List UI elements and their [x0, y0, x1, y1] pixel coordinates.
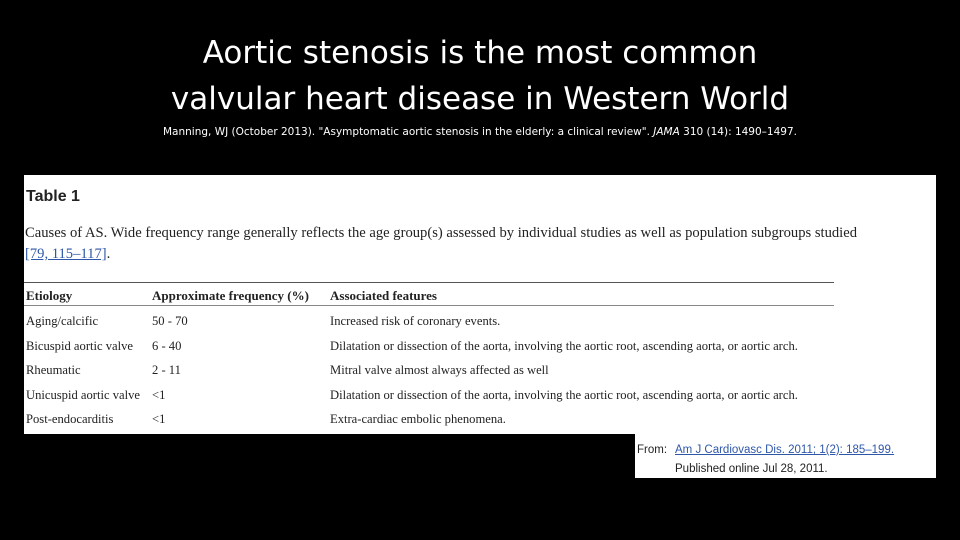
- table-top-rule: [24, 282, 834, 283]
- table-caption-text: Causes of AS. Wide frequency range generally reflects the age group(s) assessed by individual studies as well as population subgroups studied: [25, 225, 858, 241]
- table-caption-references[interactable]: [79, 115–117]: [25, 246, 107, 262]
- column-header-etiology: Etiology: [26, 288, 73, 303]
- table-cell-frequency: 50 - 70: [152, 314, 188, 328]
- citation-text: Manning, WJ (October 2013). "Asymptomatic aortic stenosis in the elderly: a clinical review".: [163, 126, 650, 138]
- citation-journal: JAMA: [653, 126, 680, 138]
- source-box: [635, 434, 936, 478]
- slide-title-line-1: Aortic stenosis is the most common: [202, 35, 758, 71]
- table-cell-etiology: Rheumatic: [26, 363, 81, 377]
- source-journal-link[interactable]: Am J Cardiovasc Dis. 2011; 1(2): 185–199.: [675, 444, 895, 456]
- slide-title-line-2: valvular heart disease in Western World: [170, 81, 790, 117]
- column-header-frequency: Approximate frequency (%): [152, 288, 309, 303]
- table-cell-etiology: Bicuspid aortic valve: [26, 339, 134, 353]
- table-cell-etiology: Aging/calcific: [26, 314, 99, 328]
- slide-title: [0, 30, 960, 122]
- table-cell-etiology: Unicuspid aortic valve: [26, 388, 141, 402]
- table-cell-etiology: Post-endocarditis: [26, 412, 114, 426]
- table-cell-frequency: 2 - 11: [152, 363, 181, 377]
- source-from-label: From:: [637, 444, 668, 456]
- table-caption: [25, 223, 935, 265]
- table-cell-frequency: 6 - 40: [152, 339, 182, 353]
- table-cell-features: Mitral valve almost always affected as well: [330, 363, 549, 377]
- column-header-features: Associated features: [330, 288, 437, 303]
- citation-volume: 310 (14): 1490–1497.: [683, 126, 797, 138]
- table-heading: Table 1: [26, 188, 80, 205]
- table-cell-frequency: <1: [152, 412, 166, 426]
- table-caption-end: .: [106, 246, 111, 262]
- citation: [0, 125, 960, 139]
- table-cell-features: Dilatation or dissection of the aorta, involving the aortic root, ascending aorta, or aortic arch.: [330, 339, 798, 353]
- table-cell-features: Increased risk of coronary events.: [330, 314, 501, 328]
- source-published-date: Published online Jul 28, 2011.: [675, 463, 828, 475]
- table-cell-features: Dilatation or dissection of the aorta, involving the aortic root, ascending aorta, or aortic arch.: [330, 388, 798, 402]
- table-cell-frequency: <1: [152, 388, 166, 402]
- table-cell-features: Extra-cardiac embolic phenomena.: [330, 412, 506, 426]
- table-header-rule: [24, 305, 834, 306]
- table-panel: [24, 175, 936, 434]
